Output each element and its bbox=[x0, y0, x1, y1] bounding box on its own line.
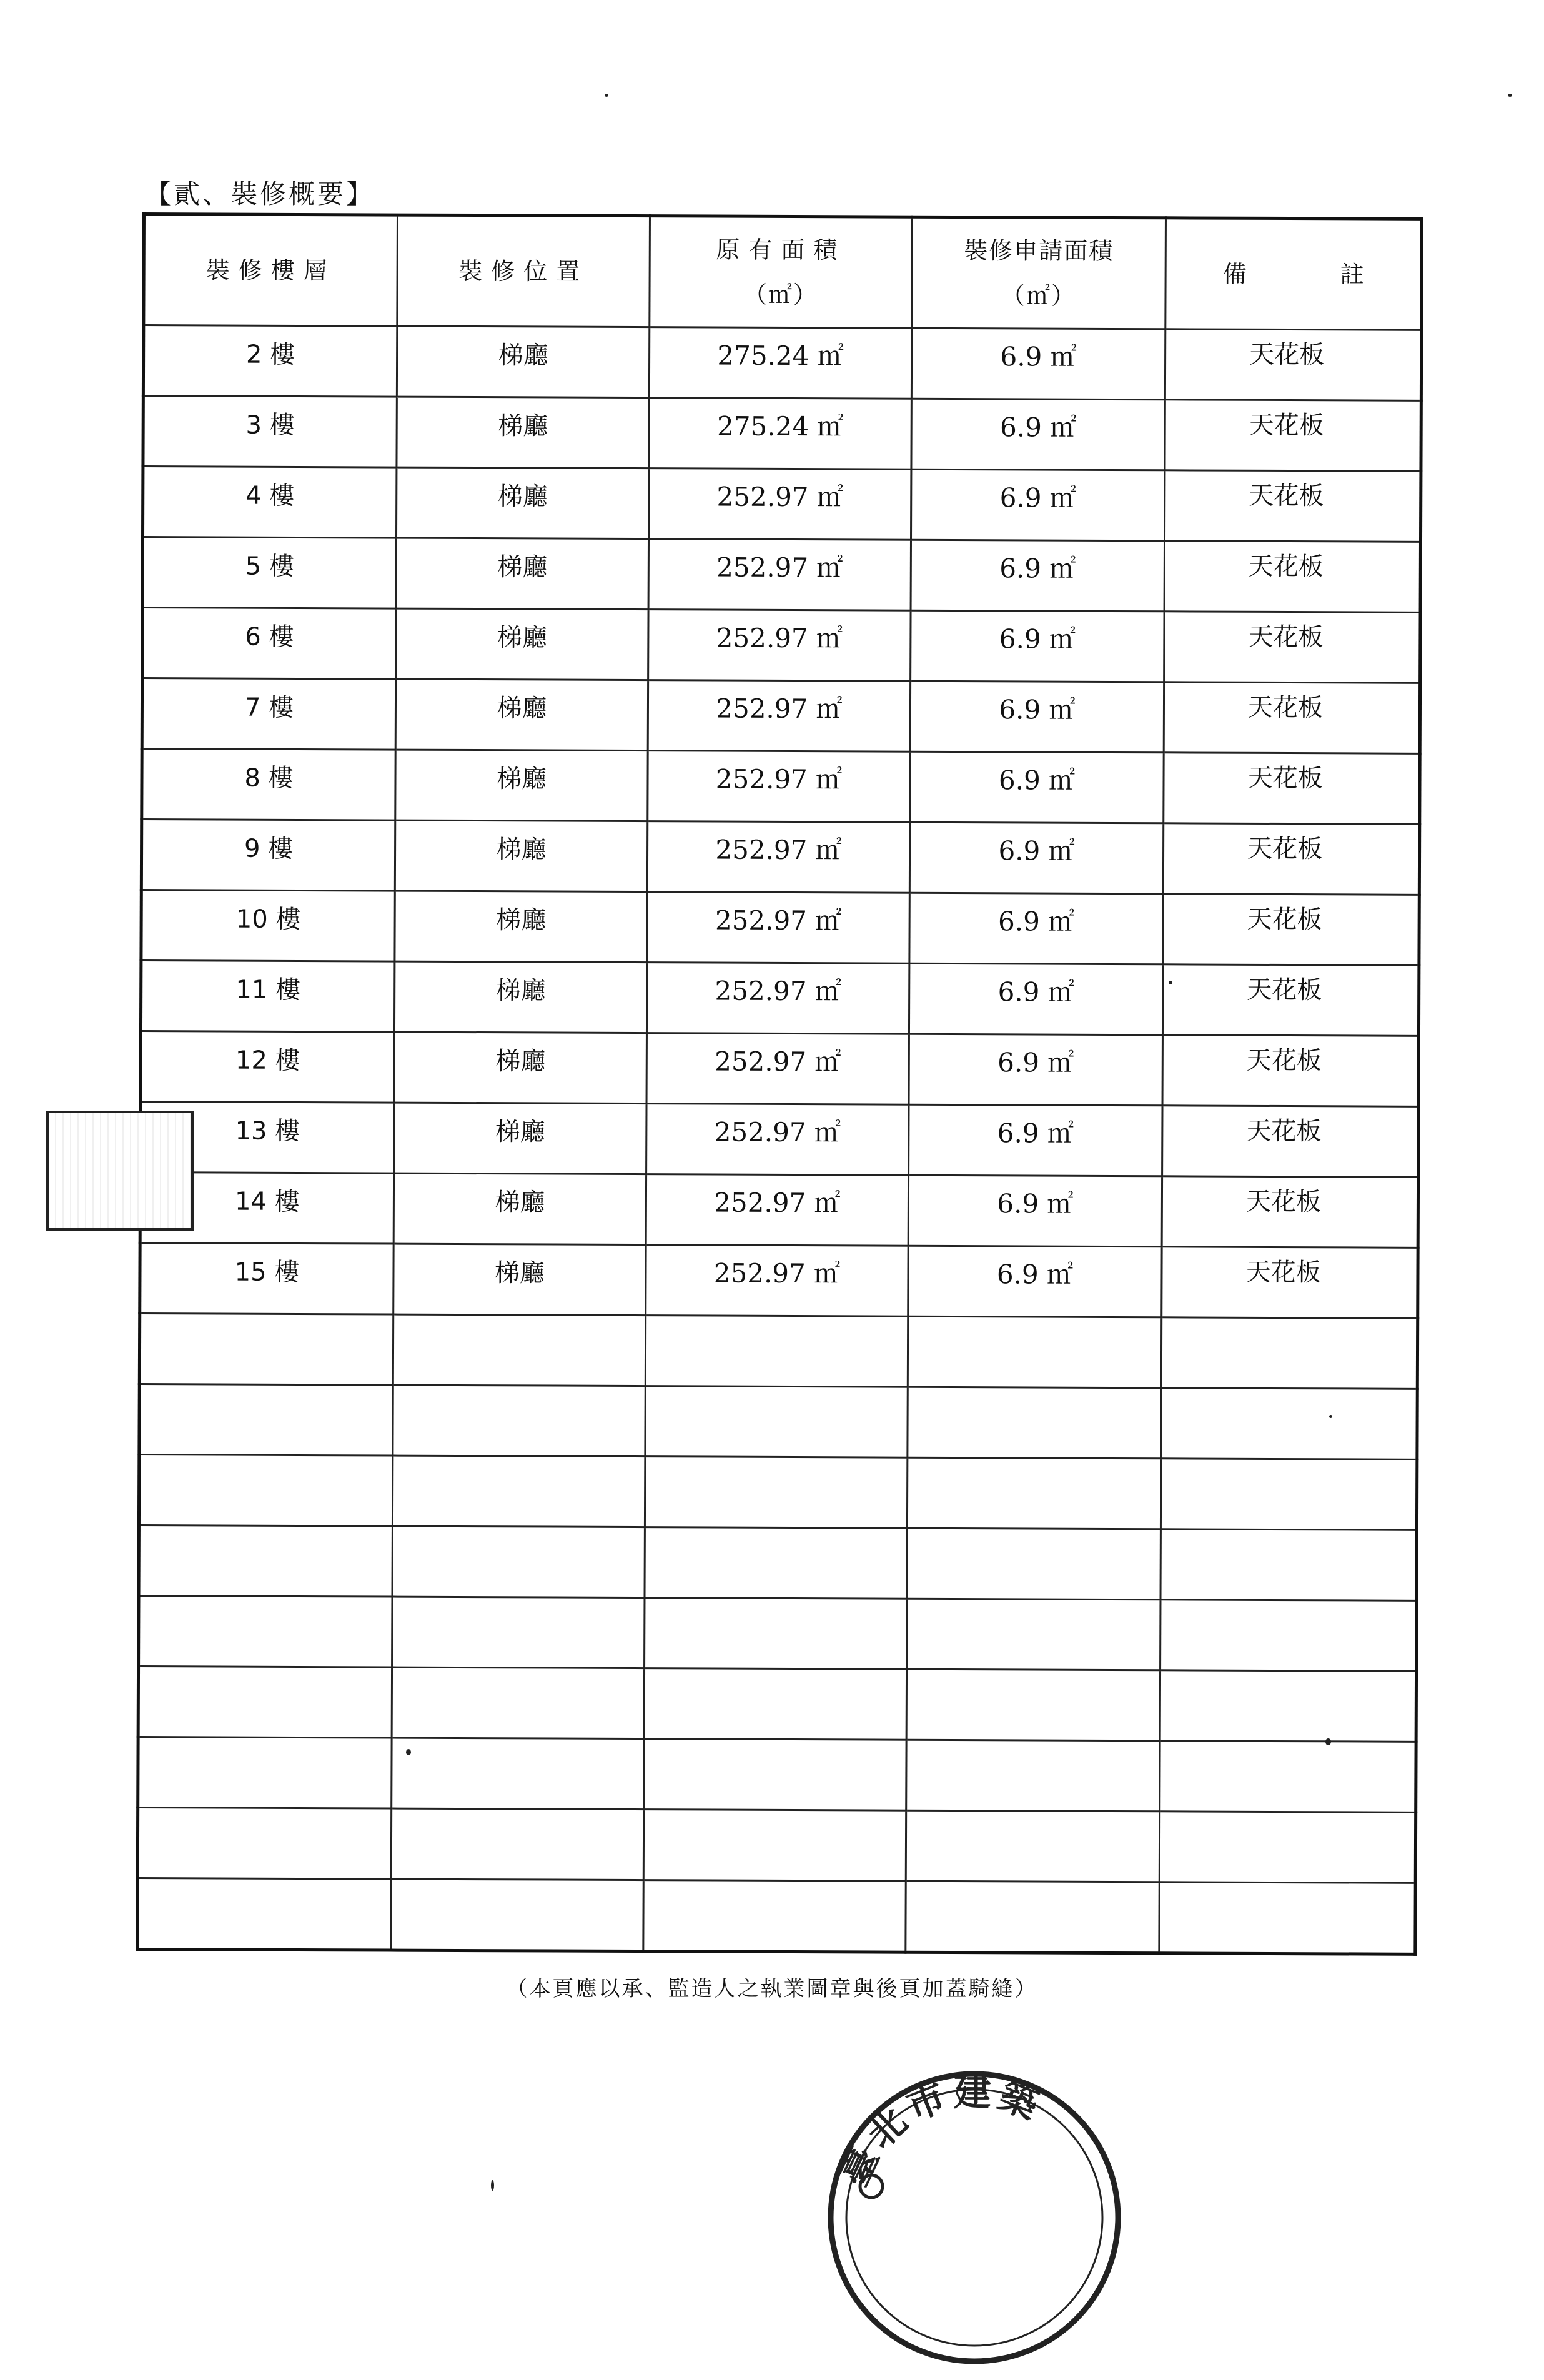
cell-note-text: 天花板 bbox=[1245, 1187, 1322, 1216]
cell-original-area-text: 252.97 ㎡ bbox=[716, 552, 843, 583]
cell-location bbox=[391, 1808, 643, 1880]
cell-applied-area bbox=[906, 1810, 1159, 1882]
cell-note-text: 天花板 bbox=[1245, 1257, 1321, 1287]
cell-applied-area-text: 6.9 ㎡ bbox=[997, 1188, 1074, 1219]
cell-original-area bbox=[643, 1880, 906, 1953]
cell-applied-area bbox=[909, 822, 1163, 894]
cell-original-area bbox=[646, 1245, 908, 1317]
cell-location-text: 梯廳 bbox=[495, 976, 546, 1005]
cell-applied-area bbox=[908, 1175, 1162, 1247]
cell-location-text: 梯廳 bbox=[497, 693, 547, 723]
table-row bbox=[138, 1666, 1416, 1742]
cell-note bbox=[1160, 1529, 1417, 1601]
cell-location bbox=[395, 891, 647, 963]
cell-note bbox=[1160, 1459, 1417, 1530]
cell-floor bbox=[142, 537, 396, 609]
cell-original-area bbox=[645, 1598, 907, 1670]
cell-note bbox=[1163, 894, 1419, 966]
cell-applied-area-text: 6.9 ㎡ bbox=[997, 976, 1074, 1008]
cell-location bbox=[393, 1173, 646, 1245]
cell-note bbox=[1160, 1600, 1417, 1672]
cell-original-area bbox=[643, 1810, 906, 1882]
cell-original-area bbox=[648, 610, 911, 682]
cell-original-area bbox=[646, 1033, 909, 1105]
cell-location-text: 梯廳 bbox=[495, 1046, 546, 1076]
cell-floor bbox=[143, 325, 397, 397]
table-row bbox=[142, 537, 1420, 613]
cell-floor-text: 5 樓 bbox=[245, 552, 294, 581]
cell-location-text: 梯廳 bbox=[497, 482, 548, 511]
cell-original-area bbox=[648, 751, 910, 823]
cell-applied-area bbox=[908, 1316, 1161, 1388]
cell-original-area bbox=[647, 821, 909, 893]
table-row bbox=[139, 1384, 1417, 1459]
cell-location bbox=[391, 1879, 643, 1951]
cell-floor bbox=[142, 749, 395, 821]
cell-original-area bbox=[648, 539, 911, 611]
cell-applied-area bbox=[909, 1104, 1162, 1176]
cell-floor bbox=[137, 1878, 391, 1950]
cell-applied-area-text: 6.9 ㎡ bbox=[999, 694, 1076, 725]
table-row bbox=[141, 1101, 1418, 1177]
cell-floor bbox=[141, 890, 395, 962]
table-row bbox=[143, 467, 1421, 542]
cell-location bbox=[397, 397, 649, 469]
header-original-area: 原有面積 （㎡） bbox=[650, 216, 913, 329]
cell-applied-area bbox=[910, 681, 1164, 753]
cell-floor-text: 9 樓 bbox=[244, 834, 294, 863]
cell-original-area-text: 252.97 ㎡ bbox=[716, 693, 843, 725]
cell-original-area-text: 252.97 ㎡ bbox=[714, 1187, 841, 1219]
cell-original-area bbox=[645, 1457, 907, 1529]
footer-note: （本頁應以承、監造人之執業圖章與後頁加蓋騎縫） bbox=[506, 1976, 1038, 2001]
table-row bbox=[140, 1172, 1418, 1247]
cell-location bbox=[393, 1385, 645, 1457]
cell-applied-area-text: 6.9 ㎡ bbox=[999, 482, 1076, 513]
cell-floor bbox=[141, 961, 394, 1033]
cell-note-text: 天花板 bbox=[1247, 693, 1324, 722]
cell-applied-area bbox=[907, 1528, 1160, 1600]
cell-note bbox=[1159, 1882, 1415, 1955]
cell-note-text: 天花板 bbox=[1249, 340, 1325, 369]
cell-floor bbox=[141, 820, 395, 891]
cell-note-text: 天花板 bbox=[1249, 481, 1324, 510]
cell-floor bbox=[139, 1454, 392, 1526]
cell-applied-area-text: 6.9 ㎡ bbox=[997, 906, 1075, 937]
cell-floor bbox=[142, 608, 396, 680]
cell-location-text: 梯廳 bbox=[494, 1258, 545, 1287]
cell-location-text: 梯廳 bbox=[498, 340, 548, 370]
cell-location bbox=[393, 1314, 645, 1386]
table-row bbox=[141, 890, 1419, 966]
cell-applied-area bbox=[911, 469, 1164, 541]
cell-applied-area bbox=[907, 1599, 1160, 1670]
cell-location bbox=[396, 608, 648, 680]
cell-applied-area bbox=[906, 1740, 1160, 1812]
cell-applied-area bbox=[909, 963, 1162, 1035]
header-original-area-unit: （㎡） bbox=[743, 280, 819, 309]
cell-floor-text: 6 樓 bbox=[245, 622, 294, 652]
header-notes: 備 註 bbox=[1165, 218, 1422, 330]
cell-note bbox=[1162, 1106, 1418, 1178]
cell-original-area bbox=[644, 1739, 906, 1811]
cell-original-area-text: 252.97 ㎡ bbox=[715, 975, 841, 1007]
scan-speck bbox=[1169, 981, 1172, 984]
cell-location bbox=[395, 820, 647, 892]
table-row bbox=[142, 749, 1420, 825]
table-row bbox=[140, 1242, 1418, 1318]
cell-location-text: 梯廳 bbox=[498, 411, 548, 440]
cell-note-text: 天花板 bbox=[1247, 975, 1322, 1004]
cell-original-area-text: 275.24 ㎡ bbox=[716, 410, 844, 442]
cell-floor bbox=[140, 1242, 393, 1314]
cell-note bbox=[1165, 400, 1421, 472]
cell-location-text: 梯廳 bbox=[497, 552, 548, 582]
header-location: 裝修位置 bbox=[397, 215, 650, 327]
cell-location bbox=[394, 961, 646, 1033]
cell-note bbox=[1162, 1247, 1418, 1319]
cell-location bbox=[397, 467, 649, 539]
cell-original-area-text: 252.97 ㎡ bbox=[715, 763, 843, 795]
cell-note-text: 天花板 bbox=[1246, 1116, 1322, 1146]
cell-applied-area bbox=[911, 610, 1164, 682]
cell-floor-text: 7 樓 bbox=[244, 693, 294, 722]
cell-floor-text: 12 樓 bbox=[235, 1046, 300, 1075]
cell-floor-text: 15 樓 bbox=[234, 1257, 300, 1287]
cell-note-text: 天花板 bbox=[1247, 905, 1322, 934]
header-applied-area: 裝修申請面積 （㎡） bbox=[912, 217, 1166, 329]
cell-floor bbox=[138, 1666, 392, 1738]
cell-floor bbox=[137, 1807, 391, 1879]
cell-location bbox=[394, 1103, 646, 1174]
cell-location-text: 梯廳 bbox=[496, 835, 547, 864]
table-row bbox=[142, 678, 1420, 754]
cell-floor-text: 8 樓 bbox=[244, 763, 294, 793]
cell-applied-area bbox=[906, 1881, 1159, 1953]
cell-floor bbox=[139, 1384, 393, 1455]
cell-applied-area-text: 6.9 ㎡ bbox=[998, 835, 1075, 866]
cell-note bbox=[1165, 329, 1421, 401]
cell-floor bbox=[142, 678, 395, 750]
scan-speck bbox=[1325, 1738, 1331, 1745]
cell-location-text: 梯廳 bbox=[496, 764, 547, 793]
cell-applied-area bbox=[909, 1034, 1162, 1106]
cell-note bbox=[1164, 541, 1420, 613]
cell-location bbox=[392, 1455, 645, 1527]
cell-note bbox=[1162, 1035, 1418, 1107]
cell-floor bbox=[143, 396, 397, 468]
cell-applied-area-text: 6.9 ㎡ bbox=[999, 623, 1076, 655]
cell-original-area bbox=[649, 327, 911, 399]
cell-floor-text: 11 樓 bbox=[235, 975, 301, 1004]
table-row bbox=[141, 961, 1418, 1036]
cell-location-text: 梯廳 bbox=[495, 1117, 545, 1146]
cell-location bbox=[392, 1526, 645, 1598]
cell-original-area bbox=[648, 680, 910, 752]
cell-original-area-text: 252.97 ㎡ bbox=[713, 1257, 841, 1289]
scan-speck bbox=[1508, 94, 1512, 97]
scan-speck bbox=[406, 1749, 411, 1755]
cell-floor-text: 3 樓 bbox=[245, 410, 295, 440]
table-header-row bbox=[144, 214, 1422, 330]
cell-note-text: 天花板 bbox=[1246, 1046, 1322, 1075]
cell-original-area bbox=[646, 1104, 909, 1176]
cell-floor-text: 4 樓 bbox=[245, 481, 295, 510]
table-row bbox=[143, 396, 1421, 472]
section-title: 【貳、裝修概要】 bbox=[145, 179, 375, 209]
cell-applied-area-text: 6.9 ㎡ bbox=[1000, 412, 1077, 443]
table-row bbox=[139, 1595, 1417, 1671]
cell-location bbox=[395, 750, 648, 821]
cell-note bbox=[1164, 753, 1420, 825]
cell-note bbox=[1162, 964, 1418, 1036]
table-row bbox=[141, 820, 1419, 895]
cell-applied-area-text: 6.9 ㎡ bbox=[1000, 341, 1077, 372]
cell-location bbox=[397, 326, 649, 398]
cell-floor bbox=[138, 1737, 392, 1808]
cell-applied-area bbox=[910, 751, 1164, 823]
round-seal-stamp bbox=[812, 2055, 1137, 2380]
cell-original-area bbox=[645, 1316, 908, 1387]
cell-applied-area bbox=[908, 1246, 1162, 1317]
cell-applied-area bbox=[911, 399, 1165, 470]
scan-speck bbox=[1329, 1415, 1332, 1418]
cell-location bbox=[392, 1667, 644, 1739]
cell-note-text: 天花板 bbox=[1248, 552, 1324, 581]
cell-location-text: 梯廳 bbox=[497, 623, 547, 652]
cell-original-area-text: 252.97 ㎡ bbox=[715, 905, 842, 936]
cell-location bbox=[396, 538, 648, 610]
cell-floor bbox=[139, 1313, 393, 1385]
cell-original-area bbox=[644, 1668, 906, 1740]
cell-applied-area bbox=[906, 1669, 1160, 1741]
cell-original-area bbox=[646, 1174, 908, 1246]
cell-floor-text: 2 樓 bbox=[245, 340, 295, 369]
cell-applied-area-text: 6.9 ㎡ bbox=[998, 765, 1076, 796]
cell-original-area bbox=[648, 469, 911, 540]
table-row bbox=[142, 608, 1420, 683]
cell-applied-area-text: 6.9 ㎡ bbox=[996, 1259, 1074, 1290]
header-applied-area-unit: （㎡） bbox=[1001, 282, 1077, 310]
cell-location bbox=[394, 1032, 646, 1104]
cell-applied-area-text: 6.9 ㎡ bbox=[999, 553, 1076, 584]
cell-note bbox=[1163, 823, 1419, 895]
cell-applied-area-text: 6.9 ㎡ bbox=[997, 1047, 1074, 1078]
cell-floor bbox=[143, 467, 397, 538]
cell-note-text: 天花板 bbox=[1247, 763, 1323, 793]
cell-location bbox=[395, 679, 648, 751]
cell-original-area bbox=[645, 1386, 908, 1458]
cell-location bbox=[392, 1597, 645, 1668]
table-row bbox=[143, 325, 1421, 401]
cell-note bbox=[1161, 1388, 1417, 1460]
cell-floor-text: 14 樓 bbox=[235, 1187, 300, 1216]
cell-location bbox=[393, 1244, 646, 1316]
table-row bbox=[137, 1878, 1415, 1954]
cell-location-text: 梯廳 bbox=[496, 905, 547, 935]
scan-speck bbox=[491, 2180, 494, 2191]
cell-applied-area bbox=[907, 1457, 1160, 1529]
cell-original-area-text: 275.24 ㎡ bbox=[717, 340, 844, 372]
cell-original-area-text: 252.97 ㎡ bbox=[715, 834, 842, 866]
cell-floor bbox=[141, 1031, 394, 1103]
cell-note bbox=[1164, 612, 1420, 683]
cell-note bbox=[1164, 470, 1420, 542]
cell-original-area bbox=[645, 1527, 907, 1599]
cell-note bbox=[1161, 1317, 1417, 1389]
cell-location-text: 梯廳 bbox=[495, 1188, 545, 1217]
cell-location bbox=[392, 1738, 644, 1810]
cell-floor-text: 10 樓 bbox=[235, 905, 301, 934]
renovation-summary-table bbox=[136, 212, 1423, 1956]
cell-floor bbox=[139, 1525, 392, 1597]
table-row bbox=[139, 1313, 1417, 1389]
cell-original-area-text: 252.97 ㎡ bbox=[714, 1116, 841, 1148]
cell-original-area-text: 252.97 ㎡ bbox=[716, 481, 844, 513]
cell-note bbox=[1160, 1670, 1416, 1742]
cell-note-text: 天花板 bbox=[1249, 410, 1324, 440]
cell-note-text: 天花板 bbox=[1248, 622, 1324, 652]
cell-applied-area-text: 6.9 ㎡ bbox=[997, 1118, 1074, 1149]
cell-original-area-text: 252.97 ㎡ bbox=[715, 1046, 841, 1078]
cell-original-area bbox=[647, 892, 909, 964]
cell-original-area-text: 252.97 ㎡ bbox=[716, 622, 843, 654]
header-floor: 裝修樓層 bbox=[144, 214, 398, 327]
table-row bbox=[139, 1525, 1417, 1600]
cell-floor bbox=[139, 1595, 392, 1667]
cell-original-area bbox=[646, 963, 909, 1034]
cell-note bbox=[1159, 1812, 1415, 1883]
cell-applied-area bbox=[911, 540, 1164, 612]
table-row bbox=[139, 1454, 1417, 1530]
cell-original-area bbox=[649, 398, 911, 470]
scan-speck bbox=[605, 94, 608, 97]
cell-applied-area bbox=[908, 1387, 1161, 1459]
table-row bbox=[138, 1737, 1416, 1812]
table-row bbox=[141, 1031, 1418, 1106]
round-seal-text: 臺北市建築 bbox=[832, 2070, 1049, 2193]
cell-applied-area bbox=[909, 893, 1163, 964]
table-row bbox=[137, 1807, 1415, 1883]
table-body bbox=[137, 325, 1422, 1955]
cell-applied-area bbox=[911, 328, 1165, 400]
cell-note bbox=[1160, 1741, 1416, 1813]
cell-note-text: 天花板 bbox=[1247, 834, 1323, 863]
cell-note bbox=[1162, 1176, 1418, 1248]
cell-floor-text: 13 樓 bbox=[235, 1116, 300, 1146]
side-seal-stamp bbox=[46, 1111, 194, 1231]
cell-note bbox=[1164, 682, 1420, 754]
